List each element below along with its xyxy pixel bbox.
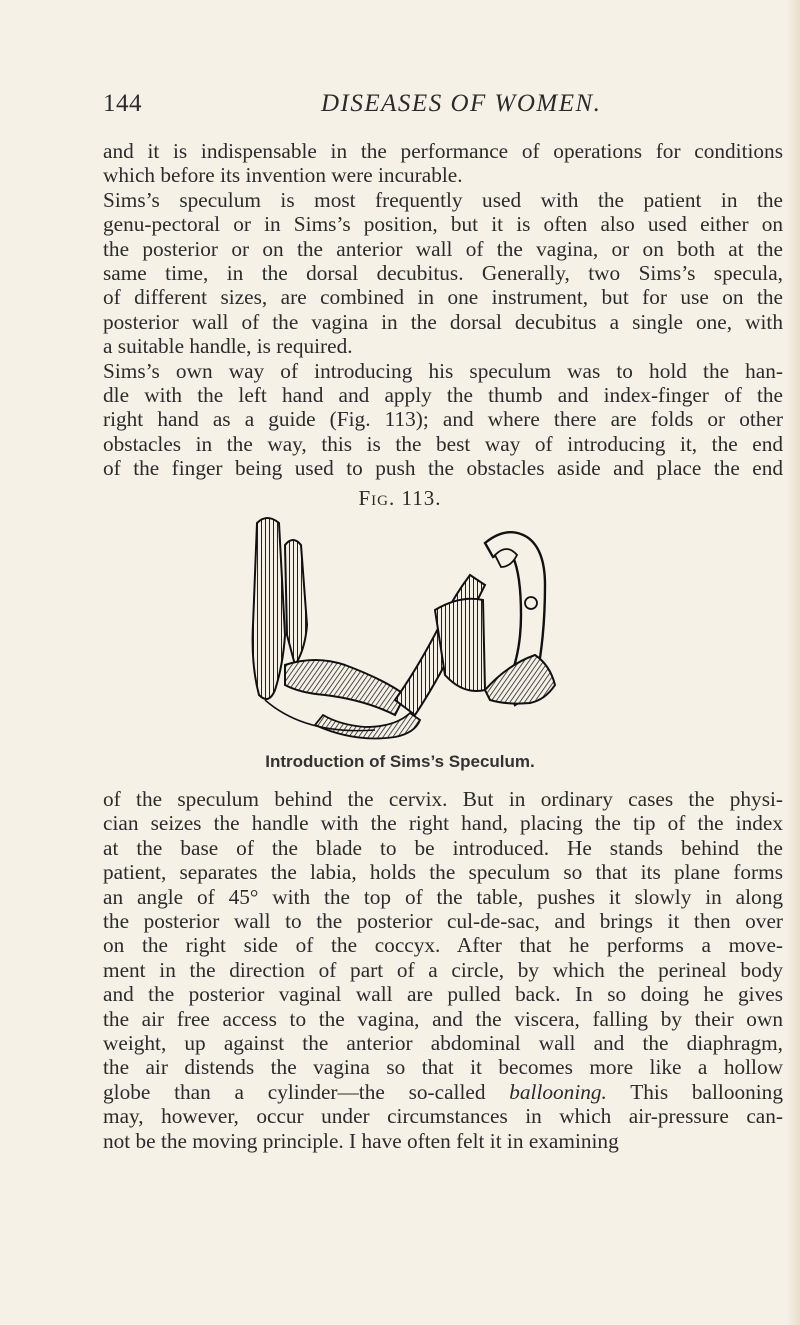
page-header <box>103 90 743 124</box>
text-line: cian seizes the handle with the right hand, placing the tip of the index <box>103 811 783 836</box>
page-edge <box>786 0 800 1325</box>
text-line: ment in the direction of part of a circle, by which the perineal body <box>103 957 783 982</box>
text-line: Sims’s speculum is most frequently used with the patient in the <box>103 187 783 212</box>
text-line: not be the moving principle. I have often felt it in examining <box>103 1128 619 1153</box>
text-line: the air distends the vagina so that it becomes more like a hollow <box>103 1055 783 1080</box>
figure-label: Fig. 113. <box>358 486 442 510</box>
running-title: DISEASES OF WOMEN. <box>321 90 602 117</box>
text-line: obstacles in the way, this is the best way of introducing it, the end <box>103 431 783 456</box>
speculum-handle-shape <box>285 660 405 715</box>
speculum-illustration <box>245 515 575 745</box>
central-junction-shape <box>435 599 485 691</box>
paragraph-1 <box>103 139 783 481</box>
text-line: of different sizes, are combined in one instrument, but for use on the <box>103 285 783 310</box>
text-segment: globe than a cylinder—the so-called <box>103 1079 486 1104</box>
ring-marker <box>525 597 537 609</box>
text-line: may, however, occur under circumstances in which air-pressure can- <box>103 1104 783 1129</box>
text-line: posterior wall of the vagina in the dorsal decubitus a single one, with <box>103 309 783 334</box>
bottom-handle-shape <box>315 713 420 739</box>
page-number: 144 <box>103 90 142 117</box>
text-line: same time, in the dorsal decubitus. Generally, two Sims’s specula, <box>103 261 783 286</box>
thumb-shape <box>253 518 285 699</box>
text-line: Sims’s own way of introducing his speculum was to hold the han- <box>103 358 783 383</box>
text-line: a suitable handle, is required. <box>103 334 353 359</box>
italic-term: ballooning. <box>509 1079 607 1104</box>
text-line: of the speculum behind the cervix. But in ordinary cases the physi- <box>103 787 783 811</box>
text-line: right hand as a guide (Fig. 113); and where there are folds or other <box>103 407 783 432</box>
text-line: the air free access to the vagina, and the viscera, falling by their own <box>103 1006 783 1031</box>
text-line: on the right side of the coccyx. After that he performs a move- <box>103 933 783 958</box>
text-line: the posterior wall to the posterior cul-de-sac, and brings it then over <box>103 909 783 934</box>
figure-caption: Introduction of Sims’s Speculum. <box>265 752 535 771</box>
text-line: an angle of 45° with the top of the table, pushes it slowly in along <box>103 884 783 909</box>
text-line-with-italic <box>103 1080 783 1104</box>
text-line: weight, up against the anterior abdominal wall and the diaphragm, <box>103 1031 783 1056</box>
text-line: at the base of the blade to be introduced. He stands behind the <box>103 835 783 860</box>
paragraph-2 <box>103 787 783 1153</box>
index-finger-shape <box>285 540 307 665</box>
text-line: which before its invention were incurable. <box>103 163 463 188</box>
text-line: genu-pectoral or in Sims’s position, but it is often also used either on <box>103 212 783 237</box>
speculum-lower-end-shape <box>485 655 555 704</box>
text-line: and it is indispensable in the performance of operations for conditions <box>103 139 783 163</box>
text-line: and the posterior vaginal wall are pulled back. In so doing he gives <box>103 982 783 1007</box>
text-line: the posterior or on the anterior wall of the vagina, or on both at the <box>103 236 783 261</box>
fingernail-shape <box>495 549 517 567</box>
text-line: of the finger being used to push the obstacles aside and place the end <box>103 456 783 481</box>
text-line: patient, separates the labia, holds the speculum so that its plane forms <box>103 860 783 885</box>
text-line: dle with the left hand and apply the thumb and index-finger of the <box>103 383 783 408</box>
text-segment: This ballooning <box>606 1079 783 1104</box>
